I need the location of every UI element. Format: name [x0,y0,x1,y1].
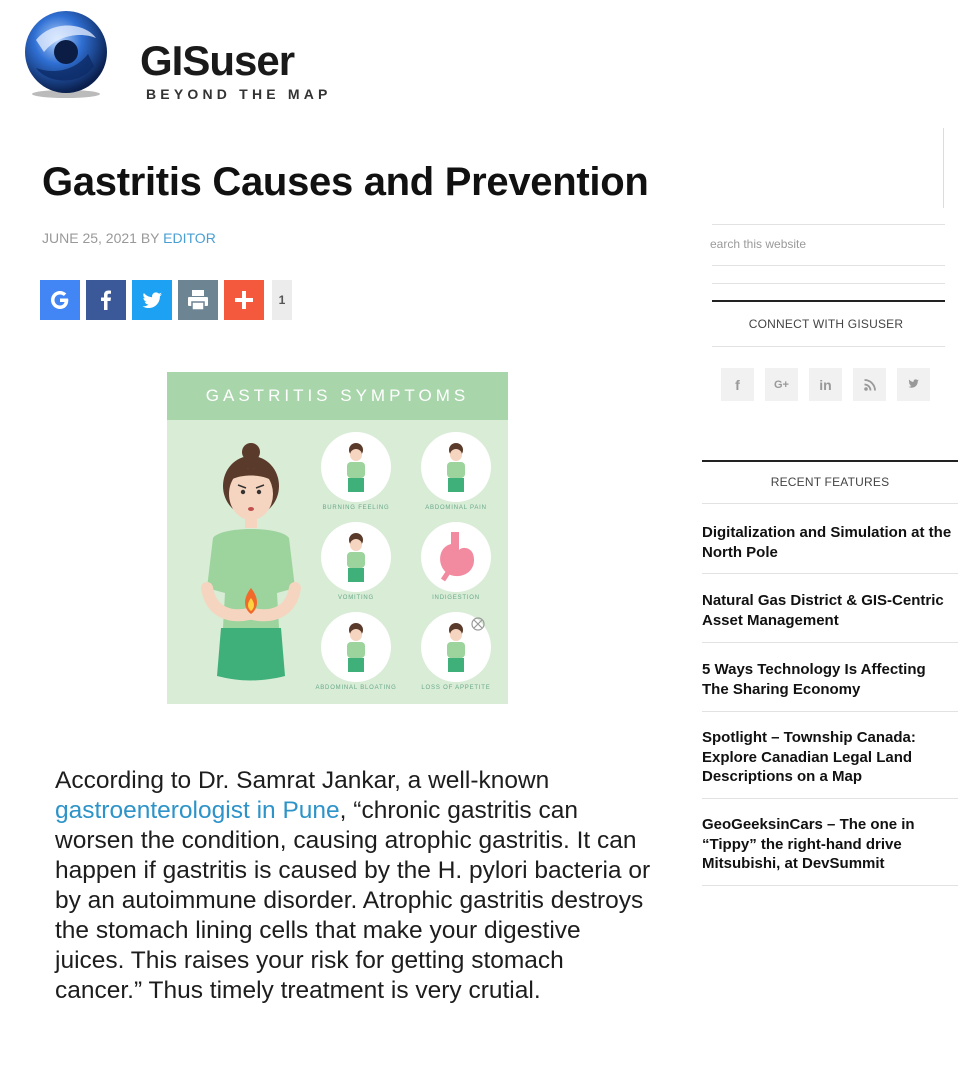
recent-feature-link[interactable]: Natural Gas District & GIS-Centric Asset Management [702,592,944,629]
divider [702,711,958,712]
recent-feature-link[interactable]: 5 Ways Technology Is Affecting The Sharing Economy [702,661,926,698]
plus-icon [232,288,256,312]
divider [712,283,945,284]
widget-top-border [712,300,945,302]
body-text-quote: , “chronic gastritis can worsen the condition, causing atrophic gastritis. It can happen if gastritis is caused by the H. pylori bacteria or by an autoimmune disorder. Atrophic gastritis destroys the stomach lining cells that make your digestive juices. This raises your risk for getting stomach cancer.” Thus timely treatment is very crutial. [55,797,651,1004]
divider [702,885,958,886]
symptom-label: VOMITING [337,595,375,601]
facebook-icon [92,286,120,314]
google-plus-icon[interactable]: G+ [765,368,798,401]
rss-icon[interactable] [853,368,886,401]
author-link[interactable]: EDITOR [163,230,216,246]
article-meta [42,230,216,246]
print-button[interactable] [178,280,218,320]
twitter-glyph [906,378,921,391]
article-date: JUNE 25, 2021 [42,230,137,246]
share-bar [40,280,292,320]
printer-icon [185,287,211,313]
recent-features-title: RECENT FEATURES [770,475,890,489]
share-count: 1 [272,280,292,320]
linkedin-icon[interactable]: in [809,368,842,401]
symptom-label: ABDOMINAL BLOATING [315,685,397,691]
search-placeholder: earch this website [710,237,807,251]
site-name: GISuser [140,37,295,84]
site-logo[interactable] [22,10,362,105]
symptom-figures [167,372,508,704]
article-body-paragraph [55,766,655,1006]
article-title: Gastritis Causes and Prevention [42,160,649,204]
symptom-label: ABDOMINAL PAIN [425,505,487,511]
google-icon [46,286,74,314]
divider [702,798,958,799]
twitter-icon [138,286,166,314]
twitter-icon[interactable] [897,368,930,401]
twitter-share-button[interactable] [132,280,172,320]
more-share-button[interactable] [224,280,264,320]
sidebar-divider [943,128,944,208]
recent-feature-link[interactable]: GeoGeeksinCars – The one in “Tippy” the right-hand drive Mitsubishi, at DevSummit [702,816,915,872]
symptom-label: BURNING FEELING [322,505,390,511]
divider [702,573,958,574]
globe-logo-icon [22,10,110,98]
search-field[interactable] [712,224,945,266]
byline-by: BY [140,230,160,246]
divider [702,503,958,504]
connect-widget-title: CONNECT WITH GISUSER [748,317,904,331]
symptom-label: INDIGESTION [432,595,480,601]
gastritis-infographic [167,372,508,704]
gastroenterologist-link[interactable]: gastroenterologist in Pune [55,797,340,824]
divider [712,346,945,347]
recent-feature-link[interactable]: Digitalization and Simulation at the North Pole [702,524,952,561]
google-share-button[interactable] [40,280,80,320]
infographic-heading: GASTRITIS SYMPTOMS [167,372,508,420]
body-text-intro: According to Dr. Samrat Jankar, a well-known [55,767,550,794]
rss-glyph [863,378,877,392]
symptom-label: LOSS OF APPETITE [421,685,491,691]
facebook-icon[interactable]: f [721,368,754,401]
widget-top-border [702,460,958,462]
site-tagline: BEYOND THE MAP [146,86,332,102]
facebook-share-button[interactable] [86,280,126,320]
divider [702,642,958,643]
recent-feature-link[interactable]: Spotlight – Township Canada: Explore Canadian Legal Land Descriptions on a Map [702,729,916,785]
